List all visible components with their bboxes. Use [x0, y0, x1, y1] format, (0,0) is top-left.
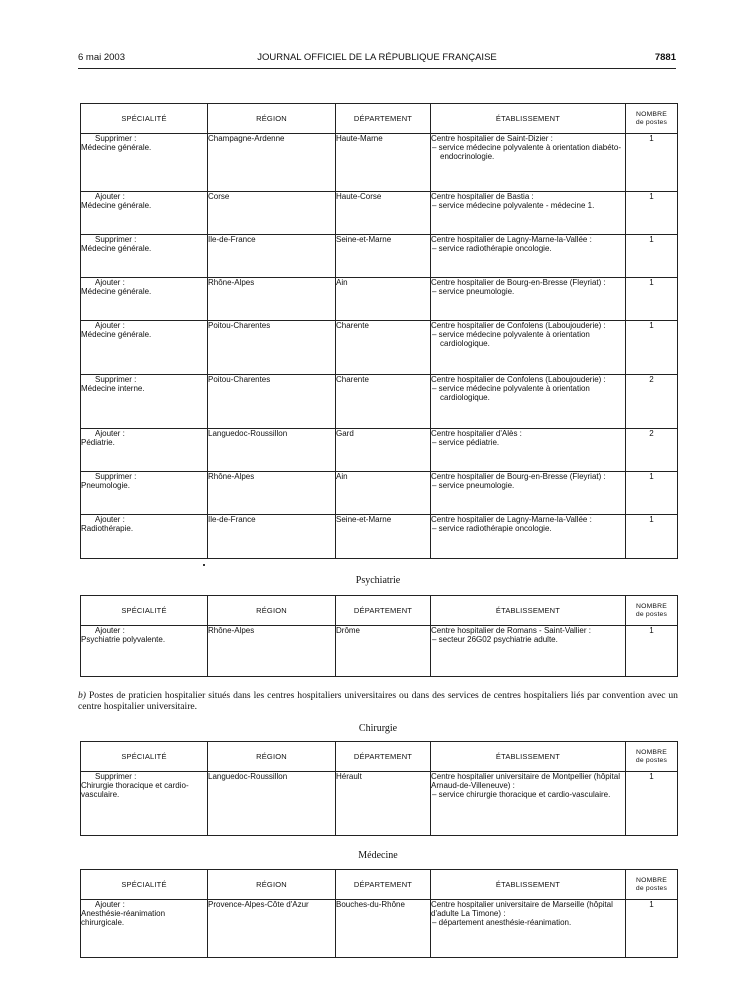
cell-etablissement [431, 626, 626, 677]
cell-nombre: 1 [626, 900, 678, 958]
col-header-region: RÉGION [208, 596, 336, 626]
section-title-medecine: Médecine [358, 850, 398, 861]
row-specialite: Médecine générale. [81, 287, 152, 296]
row-etablissement: Centre hospitalier de Romans - Saint-Vallier : [431, 626, 591, 635]
row-specialite: Médecine interne. [81, 384, 145, 393]
row-action: Ajouter : [95, 900, 125, 909]
col-header-region: RÉGION [208, 104, 336, 134]
col-header-nombre [626, 742, 678, 772]
table-header-row [81, 742, 678, 772]
cell-region: Corse [208, 192, 336, 235]
table-row [81, 772, 678, 836]
de-postes-label: de postes [635, 118, 668, 126]
col-header-specialite: SPÉCIALITÉ [81, 596, 208, 626]
row-etablissement: Centre hospitalier de Bastia : [431, 192, 534, 201]
col-header-etablissement: ÉTABLISSEMENT [431, 742, 626, 772]
cell-region: Rhône-Alpes [208, 626, 336, 677]
cell-nombre: 1 [626, 515, 678, 559]
cell-departement: Seine-et-Marne [336, 235, 431, 278]
row-action: Supprimer : [95, 772, 137, 781]
header-page-number: 7881 [654, 52, 676, 63]
cell-specialite [81, 192, 208, 235]
cell-nombre: 2 [626, 429, 678, 472]
table-row [81, 429, 678, 472]
cell-specialite [81, 429, 208, 472]
col-header-nombre [626, 596, 678, 626]
cell-departement: Ain [336, 472, 431, 515]
cell-departement: Ain [336, 278, 431, 321]
table-medecine [80, 869, 678, 958]
row-action: Ajouter : [95, 192, 125, 201]
row-action: Supprimer : [95, 134, 137, 143]
cell-etablissement [431, 515, 626, 559]
table-row [81, 235, 678, 278]
row-etablissement: Centre hospitalier universitaire de Marseille (hôpital d'adulte La Timone) : [431, 900, 613, 918]
paragraph-b-label: b) [78, 690, 86, 701]
table-psychiatrie [80, 595, 678, 677]
row-etablissement: Centre hospitalier de Bourg-en-Bresse (Fleyriat) : [431, 472, 606, 481]
row-specialite: Pédiatrie. [81, 438, 115, 447]
row-etablissement: Centre hospitalier de Confolens (Laboujouderie) : [431, 375, 606, 384]
row-specialite: Médecine générale. [81, 244, 152, 253]
de-postes-label: de postes [635, 610, 668, 618]
cell-specialite [81, 235, 208, 278]
row-service: – service médecine polyvalente à orientation cardiologique. [432, 384, 590, 402]
row-etablissement: Centre hospitalier de Confolens (Laboujouderie) : [431, 321, 606, 330]
row-specialite: Médecine générale. [81, 143, 152, 152]
section-title-chirurgie: Chirurgie [358, 723, 398, 734]
cell-etablissement [431, 192, 626, 235]
table-header-row [81, 870, 678, 900]
cell-region: Rhône-Alpes [208, 472, 336, 515]
table-header-row [81, 104, 678, 134]
nombre-label: NOMBRE [635, 603, 668, 610]
row-etablissement: Centre hospitalier universitaire de Montpellier (hôpital Arnaud-de-Villeneuve) : [431, 772, 620, 790]
cell-etablissement [431, 375, 626, 429]
cell-specialite [81, 278, 208, 321]
cell-region: Poitou-Charentes [208, 321, 336, 375]
col-header-specialite: SPÉCIALITÉ [81, 104, 208, 134]
row-service: – service médecine polyvalente à orientation diabéto-endocrinologie. [432, 143, 622, 161]
table-medecine-generale [80, 103, 678, 559]
row-action: Supprimer : [95, 235, 137, 244]
table-row [81, 134, 678, 192]
cell-nombre: 1 [626, 278, 678, 321]
row-etablissement: Centre hospitalier de Lagny-Marne-la-Vallée : [431, 515, 592, 524]
cell-departement: Bouches-du-Rhône [336, 900, 431, 958]
table-row [81, 278, 678, 321]
col-header-departement: DÉPARTEMENT [336, 104, 431, 134]
row-specialite: Chirurgie thoracique et cardio-vasculaire. [81, 781, 189, 799]
row-specialite: Anesthésie-réanimation chirurgicale. [81, 909, 166, 927]
cell-nombre: 2 [626, 375, 678, 429]
row-service: – service médecine polyvalente - médecine 1. [432, 201, 595, 210]
row-service: – service pédiatrie. [432, 438, 500, 447]
de-postes-label: de postes [635, 756, 668, 764]
row-action: Ajouter : [95, 278, 125, 287]
cell-departement: Gard [336, 429, 431, 472]
col-header-departement: DÉPARTEMENT [336, 596, 431, 626]
cell-specialite [81, 472, 208, 515]
cell-nombre: 1 [626, 772, 678, 836]
row-service: – service médecine polyvalente à orientation cardiologique. [432, 330, 590, 348]
cell-etablissement [431, 429, 626, 472]
cell-etablissement [431, 278, 626, 321]
cell-etablissement [431, 134, 626, 192]
row-action: Ajouter : [95, 321, 125, 330]
cell-region: Provence-Alpes-Côte d'Azur [208, 900, 336, 958]
cell-departement: Charente [336, 375, 431, 429]
cell-departement: Haute-Marne [336, 134, 431, 192]
row-specialite: Radiothérapie. [81, 524, 134, 533]
row-specialite: Psychiatrie polyvalente. [81, 635, 166, 644]
cell-region: Ile-de-France [208, 235, 336, 278]
row-service: – service pneumologie. [432, 287, 515, 296]
cell-specialite [81, 134, 208, 192]
row-etablissement: Centre hospitalier de Bourg-en-Bresse (Fleyriat) : [431, 278, 606, 287]
paragraph-b [78, 690, 678, 712]
nombre-label: NOMBRE [635, 877, 668, 884]
row-etablissement: Centre hospitalier d'Alès : [431, 429, 522, 438]
row-action: Ajouter : [95, 626, 125, 635]
section-title-psychiatrie: Psychiatrie [355, 575, 401, 586]
page-header [78, 52, 676, 66]
row-service: – service pneumologie. [432, 481, 515, 490]
row-action: Supprimer : [95, 472, 137, 481]
table-row [81, 192, 678, 235]
cell-region: Poitou-Charentes [208, 375, 336, 429]
stray-dot [203, 564, 205, 566]
cell-region: Languedoc-Roussillon [208, 429, 336, 472]
cell-departement: Haute-Corse [336, 192, 431, 235]
table-row [81, 515, 678, 559]
cell-departement: Seine-et-Marne [336, 515, 431, 559]
paragraph-b-text: Postes de praticien hospitalier situés dans les centres hospitaliers universitaires ou dans des services de centres hospitaliers liés par convention avec un centre hospitalier universitaire. [78, 690, 678, 712]
table-row [81, 472, 678, 515]
row-service: – secteur 26G02 psychiatrie adulte. [432, 635, 558, 644]
cell-nombre: 1 [626, 192, 678, 235]
col-header-nombre [626, 104, 678, 134]
row-action: Ajouter : [95, 515, 125, 524]
row-specialite: Médecine générale. [81, 201, 152, 210]
table-row [81, 321, 678, 375]
row-action: Ajouter : [95, 429, 125, 438]
col-header-departement: DÉPARTEMENT [336, 870, 431, 900]
col-header-nombre [626, 870, 678, 900]
cell-nombre: 1 [626, 472, 678, 515]
cell-region: Ile-de-France [208, 515, 336, 559]
row-service: – service radiothérapie oncologie. [432, 524, 552, 533]
nombre-label: NOMBRE [635, 111, 668, 118]
row-etablissement: Centre hospitalier de Saint-Dizier : [431, 134, 553, 143]
cell-nombre: 1 [626, 134, 678, 192]
cell-departement: Drôme [336, 626, 431, 677]
row-specialite: Médecine générale. [81, 330, 152, 339]
cell-specialite [81, 900, 208, 958]
cell-departement: Hérault [336, 772, 431, 836]
row-action: Supprimer : [95, 375, 137, 384]
cell-nombre: 1 [626, 235, 678, 278]
cell-etablissement [431, 472, 626, 515]
col-header-etablissement: ÉTABLISSEMENT [431, 104, 626, 134]
header-date: 6 mai 2003 [78, 52, 126, 63]
col-header-departement: DÉPARTEMENT [336, 742, 431, 772]
cell-region: Languedoc-Roussillon [208, 772, 336, 836]
nombre-label: NOMBRE [635, 749, 668, 756]
cell-region: Rhône-Alpes [208, 278, 336, 321]
row-service: – service radiothérapie oncologie. [432, 244, 552, 253]
header-title: JOURNAL OFFICIEL DE LA RÉPUBLIQUE FRANÇAISE [257, 52, 497, 63]
cell-specialite [81, 375, 208, 429]
cell-etablissement [431, 900, 626, 958]
cell-etablissement [431, 321, 626, 375]
col-header-etablissement: ÉTABLISSEMENT [431, 870, 626, 900]
cell-specialite [81, 772, 208, 836]
table-header-row [81, 596, 678, 626]
table-row [81, 626, 678, 677]
cell-etablissement [431, 772, 626, 836]
cell-departement: Charente [336, 321, 431, 375]
cell-region: Champagne-Ardenne [208, 134, 336, 192]
col-header-region: RÉGION [208, 742, 336, 772]
row-etablissement: Centre hospitalier de Lagny-Marne-la-Vallée : [431, 235, 592, 244]
table-row [81, 375, 678, 429]
cell-specialite [81, 515, 208, 559]
cell-nombre: 1 [626, 321, 678, 375]
cell-specialite [81, 321, 208, 375]
table-chirurgie [80, 741, 678, 836]
table-row [81, 900, 678, 958]
col-header-specialite: SPÉCIALITÉ [81, 870, 208, 900]
cell-specialite [81, 626, 208, 677]
cell-nombre: 1 [626, 626, 678, 677]
col-header-specialite: SPÉCIALITÉ [81, 742, 208, 772]
col-header-etablissement: ÉTABLISSEMENT [431, 596, 626, 626]
row-service: – service chirurgie thoracique et cardio-vasculaire. [432, 790, 611, 799]
row-specialite: Pneumologie. [81, 481, 130, 490]
cell-etablissement [431, 235, 626, 278]
col-header-region: RÉGION [208, 870, 336, 900]
de-postes-label: de postes [635, 884, 668, 892]
row-service: – département anesthésie-réanimation. [432, 918, 572, 927]
header-rule [78, 68, 676, 69]
